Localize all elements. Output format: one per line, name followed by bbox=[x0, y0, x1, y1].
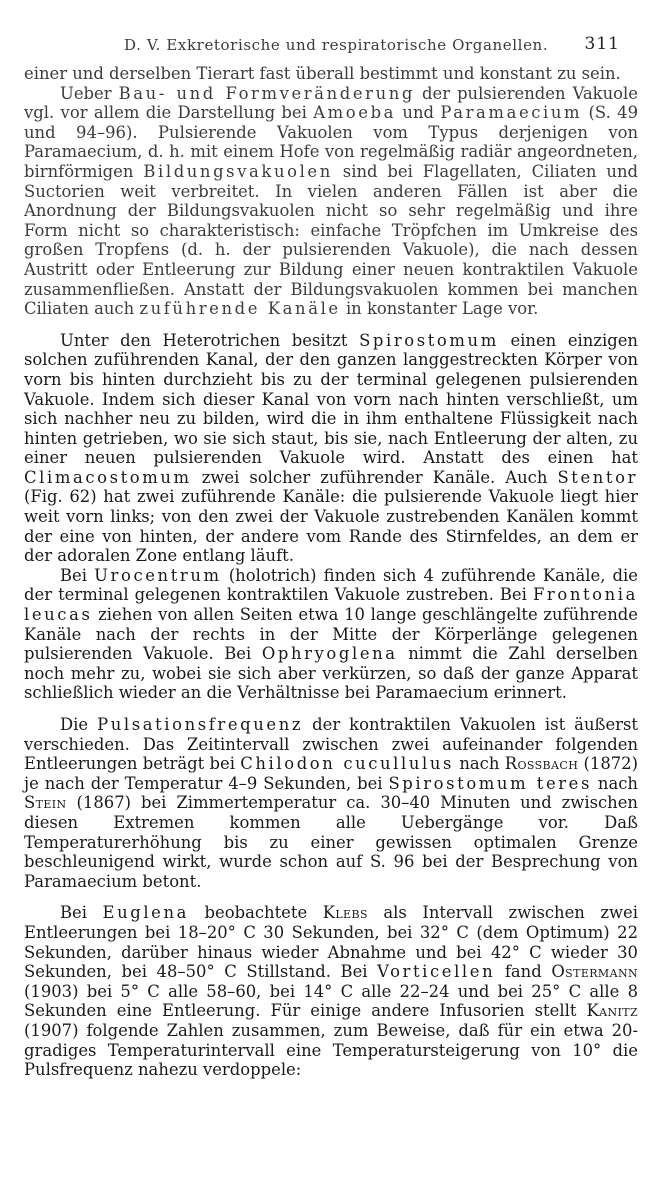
text-run: der pulsierenden Vakuole vgl. vor allem die Darstellung bei bbox=[24, 83, 638, 123]
text-run: (Fig. 62) hat zwei zuführende Kanäle: die pulsierende Vakuole liegt hier weit vorn links; von den zwei der Vakuole zustrebenden Kanälen kommt der eine von hinten, der andere vom Rande des Stirnfeldes, an dem er der adoralen Zone entlang läuft. bbox=[24, 487, 638, 566]
text-run: nimmt die Zahl derselben noch mehr zu, wobei sie sich aber verkürzen, so daß der ganze Apparat schließlich wieder an die Verhältnisse bei Paramaecium erinnert. bbox=[24, 644, 638, 703]
spaced-term: Stentor bbox=[557, 467, 638, 487]
spaced-term: Euglena bbox=[102, 903, 189, 923]
text-run: (1872) je nach der Temperatur 4–9 Sekunden, bei bbox=[24, 754, 639, 793]
text-run: der kontraktilen Vakuolen ist äußerst verschieden. Das Zeitintervall zwischen zwei aufeinander folgenden Entleerungen beträgt bei bbox=[24, 715, 638, 774]
spaced-term: Spirostomum bbox=[359, 330, 499, 350]
text-run: einen einzigen solchen zuführenden Kanal, der den ganzen langgestreckten Körper von vorn bis hinten durchzieht bis zu der terminal gelegenen pulsierenden Vakuole. Indem sich dieser Kanal von vorn nach hinten verschließt, um sich nachher neu zu bilden, wird die in ihm enthaltene Flüssigkeit nach hinten getrieben, wo sie sich staut, bis sie, nach Entleerung der alten, zu einer neuen pulsierenden Vakuole wird. Anstatt des einen hat bbox=[24, 330, 638, 468]
text-run: (1867) bei Zimmertemperatur ca. 30–40 Minuten und zwischen diesen Extremen kommen alle Uebergänge vor. Daß Temperaturerhöhung bis zu einer gewissen optimalen Grenze beschleunigend wirkt, wurde schon auf S. 96 bei der Besprechung von Paramaecium betont. bbox=[24, 793, 638, 891]
spaced-term: Bau- und Formveränderung bbox=[118, 83, 415, 103]
text-run: zwei solcher zuführender Kanäle. Auch bbox=[191, 467, 558, 487]
text-run: einer und derselben Tierart fast überall bestimmt und konstant zu sein. bbox=[24, 64, 621, 83]
author-name: Stein bbox=[24, 793, 67, 813]
text-run: in konstanter Lage vor. bbox=[340, 299, 539, 319]
spaced-term: Bildungsvakuolen bbox=[143, 161, 333, 181]
paragraph bbox=[24, 566, 638, 703]
spaced-term: Urocentrum bbox=[94, 565, 222, 585]
paragraph bbox=[24, 331, 638, 566]
text-run: ziehen von allen Seiten etwa 10 lange geschlängelte zuführende Kanäle nach der rechts in der Mitte der Körperlänge gelegenen pulsierenden Vakuole. Bei bbox=[24, 605, 638, 664]
spaced-term: Pulsationsfrequenz bbox=[97, 715, 304, 734]
paragraph bbox=[24, 903, 638, 1079]
text-run: (1907) folgende Zahlen zusammen, zum Beweise, daß für ein etwa 20-gradiges Temperaturintervall eine Temperatursteigerung von 10° die Pulsfrequenz nahezu verdoppele: bbox=[24, 1020, 638, 1080]
text-run: Bei bbox=[60, 903, 103, 923]
spaced-term: Climacostomum bbox=[24, 467, 192, 487]
text-run: sind bei Flagellaten, Ciliaten und Suctorien weit verbreitet. In vielen anderen Fällen ist aber die Anordnung der Bildungsvakuolen nicht so sehr regelmäßig und ihre Form nicht so charakteristisch: einfache Tröpfchen im Umkreise des großen Tropfens (d. h. der pulsierenden Vakuole), die nach dessen Austritt oder Entleerung zur Bildung einer neuen kontraktilen Vakuole zusammenfließen. Anstatt der Bildungsvakuolen kommen bei manchen Ciliaten auch bbox=[24, 161, 639, 319]
spaced-term: Paramaecium bbox=[440, 103, 583, 123]
body-text bbox=[24, 64, 638, 1080]
author-name: Rossbach bbox=[504, 754, 579, 774]
paragraph bbox=[24, 715, 638, 891]
text-run: nach bbox=[592, 773, 638, 793]
text-run: nach bbox=[454, 754, 505, 774]
text-run: beobachtete bbox=[189, 903, 323, 923]
spaced-term: Vorticellen bbox=[377, 962, 496, 982]
text-run: Die bbox=[60, 715, 98, 734]
text-run: fand bbox=[495, 962, 552, 982]
text-run: Unter den Heterotrichen besitzt bbox=[60, 330, 360, 350]
spaced-term: zuführende Kanäle bbox=[139, 299, 341, 319]
spaced-term: Amoeba bbox=[313, 103, 397, 123]
paragraph bbox=[24, 84, 638, 319]
text-run: als Intervall zwischen zwei Entleerungen bei 18–20° C 30 Sekunden, bei 32° C (dem Optimum) 22 Sekunden, darüber hinaus wieder Abnahme und bei 42° C wieder 30 Sekunden, bei 48–50° C Stillstand. Bei bbox=[24, 903, 638, 982]
spaced-term: Spirostomum teres bbox=[388, 773, 592, 793]
text-run: (S. 49 und 94–96). Pulsierende Vakuolen vom Typus derjenigen von Paramaecium, d. h. mit einem Hofe von regelmäßig radiär angeordneten, birnförmigen bbox=[24, 103, 638, 181]
text-run: Bei bbox=[60, 565, 95, 585]
text-run: Ueber bbox=[60, 83, 119, 103]
paragraph bbox=[24, 64, 638, 84]
page-number: 311 bbox=[584, 34, 620, 54]
running-head: D. V. Exkretorische und respiratorische Organellen. bbox=[124, 36, 549, 54]
page-header bbox=[24, 28, 638, 64]
spaced-term: Frontonia leucas bbox=[24, 585, 638, 625]
author-name: Ostermann bbox=[551, 962, 638, 982]
text-run: (1903) bei 5° C alle 58–60, bei 14° C alle 22–24 und bei 25° C alle 8 Sekunden eine Entleerung. Für einige andere Infusorien stellt bbox=[24, 981, 638, 1021]
text-run: und bbox=[396, 103, 441, 123]
text-run: (holotrich) finden sich 4 zuführende Kanäle, die der terminal gelegenen kontraktilen Vakuole zustreben. Bei bbox=[24, 565, 638, 605]
author-name: Klebs bbox=[322, 903, 368, 923]
spaced-term: Ophryoglena bbox=[261, 644, 398, 664]
author-name: Kanitz bbox=[586, 1001, 638, 1021]
spaced-term: Chilodon cucullulus bbox=[240, 754, 455, 774]
